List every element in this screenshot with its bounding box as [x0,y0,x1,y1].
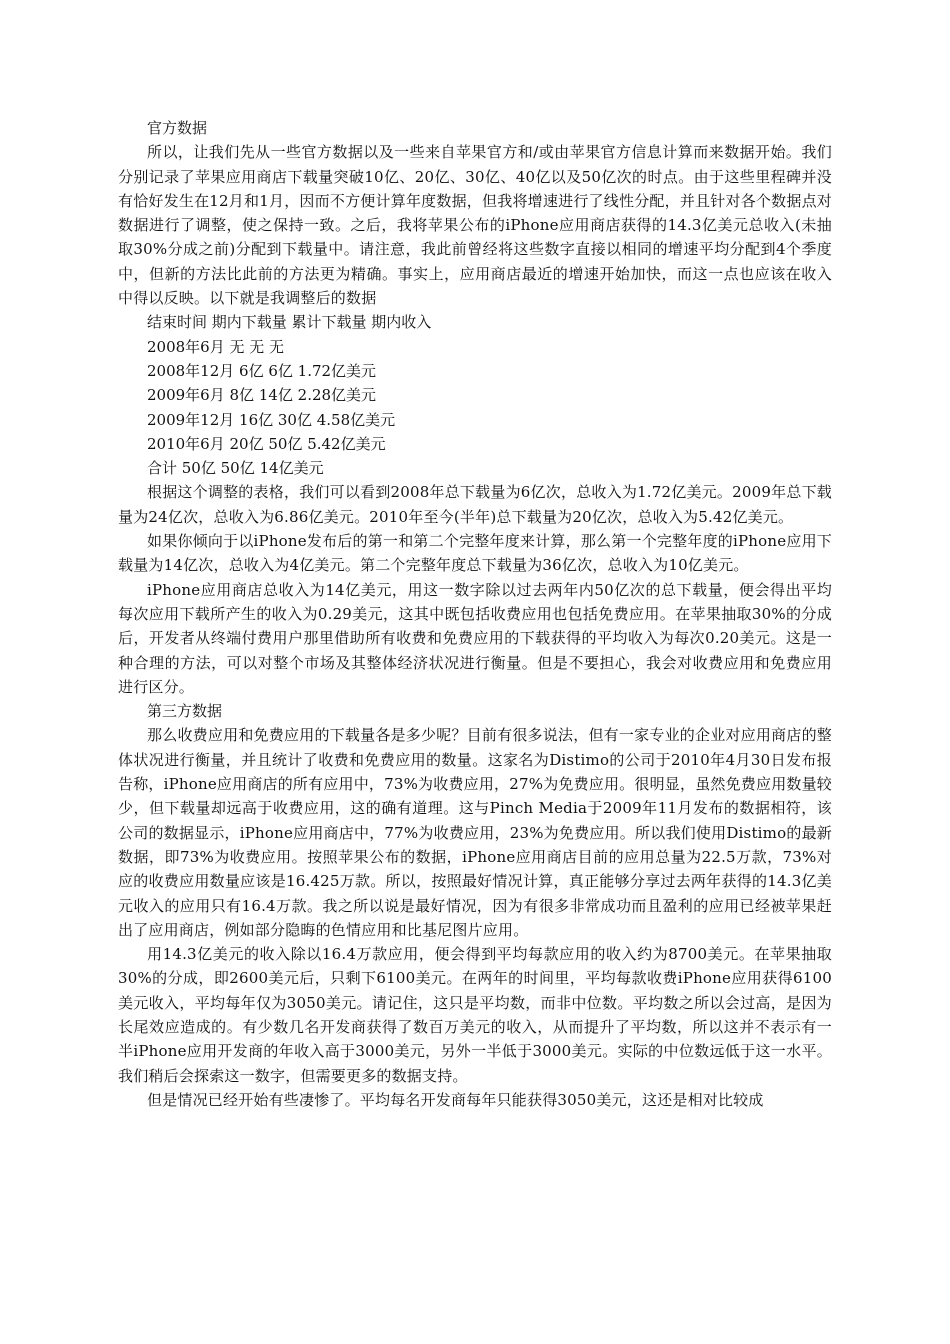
section-heading-official: 官方数据 [147,119,208,137]
table-row: 2010年6月 20亿 50亿 5.42亿美元 [147,434,386,453]
paragraph-intro: 所以，让我们先从一些官方数据以及一些来自苹果官方和/或由苹果官方信息计算而来数据开始。我们分别记录了苹果应用商店下载量突破10亿、20亿、30亿、40亿以及50亿次的时点。由于这些里程碑并没有恰好发生在12月和1月，因而不方便计算年度数据，但我将增速进行了线性分配，并且针对各个数据点对数据进行了调整，使之保持一致。之后，我将苹果公布的iPhone应用商店获得的14.3亿美元总收入(未抽取30%分成之前)分配到下载量中。请注意，我此前曾经将这些数字直接以相同的增速平均分配到4个季度中，但新的方法比此前的方法更为精确。事实上，应用商店最近的增速开始加快，而这一点也应该在收入中得以反映。以下就是我调整后的数据 [118,143,832,308]
paragraph-annual-summary: 根据这个调整的表格，我们可以看到2008年总下载量为6亿次，总收入为1.72亿美元。2009年总下载量为24亿次，总收入为6.86亿美元。2010年至今(半年)总下载量为20亿次，总收入为5.42亿美元。 [118,483,832,526]
table-row: 2008年6月 无 无 无 [147,337,285,356]
section-heading-third-party: 第三方数据 [147,702,223,721]
table-row: 2009年6月 8亿 14亿 2.28亿美元 [147,386,377,405]
paragraph-paid-free-ratio: 那么收费应用和免费应用的下载量各是多少呢？目前有很多说法，但有一家专业的企业对应用商店的整体状况进行衡量，并且统计了收费和免费应用的数量。这家名为Distimo的公司于2010年4月30日发布报告称，iPhone应用商店的所有应用中，73%为收费应用，27%为免费应用。很明显，虽然免费应用数量较少，但下载量却远高于收费应用，这的确有道理。这与Pinch Media于2009年11月发布的数据相符，该公司的数据显示，iPhone应用商店中，77%为收费应用，23%为免费应用。所以我们使用Distimo的最新数据，即73%为收费应用。按照苹果公布的数据，iPhone应用商店目前的应用总量为22.5万款，73%对应的收费应用数量应该是16.425万款。所以，按照最好情况计算，真正能够分享过去两年获得的14.3亿美元收入的应用只有16.4万款。我之所以说是最好情况，因为有很多非常成功而且盈利的应用已经被苹果赶出了应用商店，例如部分隐晦的色情应用和比基尼图片应用。 [118,726,833,939]
data-table [118,310,832,480]
paragraph-revenue-per-download: iPhone应用商店总收入为14亿美元，用这一数字除以过去两年内50亿次的总下载量，便会得出平均每次应用下载所产生的收入为0.29美元，这其中既包括收费应用也包括免费应用。在苹果抽取30%的分成后，开发者从终端付费用户那里借助所有收费和免费应用的下载获得的平均收入为每次0.20美元。这是一种合理的方法，可以对整个市场及其整体经济状况进行衡量。但是不要担心，我会对收费应用和免费应用进行区分。 [118,580,832,696]
table-row: 2008年12月 6亿 6亿 1.72亿美元 [147,361,377,380]
paragraph-average-revenue: 用14.3亿美元的收入除以16.4万款应用，便会得到平均每款应用的收入约为8700美元。在苹果抽取30%的分成，即2600美元后，只剩下6100美元。在两年的时间里，平均每款收费iPhone应用获得6100美元收入，平均每年仅为3050美元。请记住，这只是平均数，而非中位数。平均数之所以会过高，是因为长尾效应造成的。有少数几名开发商获得了数百万美元的收入，从而提升了平均数，所以这并不表示有一半iPhone应用开发商的年收入高于3000美元，另外一半低于3000美元。实际的中位数远低于这一水平。我们稍后会探索这一数字，但需要更多的数据支持。 [118,945,832,1085]
paragraph-full-year: 如果你倾向于以iPhone发布后的第一和第二个完整年度来计算，那么第一个完整年度的iPhone应用下载量为14亿次，总收入为4亿美元。第二个完整年度总下载量为36亿次，总收入为10亿美元。 [118,532,832,575]
table-header: 结束时间 期内下载量 累计下载量 期内收入 [147,313,432,332]
table-row-total: 合计 50亿 50亿 14亿美元 [147,459,324,478]
table-row: 2009年12月 16亿 30亿 4.58亿美元 [147,410,396,429]
paragraph-conclusion: 但是情况已经开始有些凄惨了。平均每名开发商每年只能获得3050美元，这还是相对比较成 [147,1090,764,1109]
